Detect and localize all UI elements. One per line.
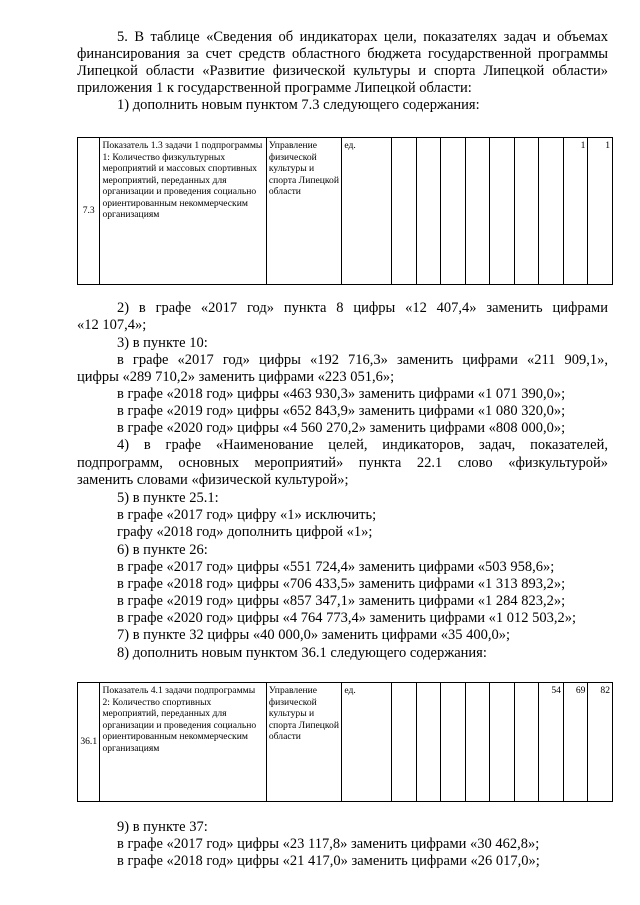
row-number: 7.3 xyxy=(78,138,100,285)
table-row xyxy=(78,683,613,802)
intro-line-4: приложения 1 к государственной программе Липецкой области: xyxy=(77,80,472,96)
row-number: 36.1 xyxy=(78,683,100,802)
value-cell xyxy=(539,138,564,285)
item-3-line-d: в графе «2019 год» цифры «652 843,9» заменить цифрами «1 080 320,0»; xyxy=(117,403,566,419)
item-1: 1) дополнить новым пунктом 7.3 следующего содержания: xyxy=(117,97,480,113)
unit-cell: ед. xyxy=(342,138,392,285)
item-6-line-b: в графе «2018 год» цифры «706 433,5» заменить цифрами «1 313 893,2»; xyxy=(117,576,566,592)
item-6: 6) в пункте 26: xyxy=(117,542,208,558)
value-cell xyxy=(465,683,490,802)
item-4-line-b: подпрограмм, основных мероприятий» пункта 22.1 слово «физкультурой» xyxy=(77,455,608,471)
item-3-line-e: в графе «2020 год» цифры «4 560 270,2» заменить цифрами «808 000,0»; xyxy=(117,420,566,436)
value-cell xyxy=(490,683,515,802)
item-3-line-c: в графе «2018 год» цифры «463 930,3» заменить цифрами «1 071 390,0»; xyxy=(117,386,566,402)
table-row xyxy=(78,138,613,285)
item-9: 9) в пункте 37: xyxy=(117,819,208,835)
intro-line-1: 5. В таблице «Сведения об индикаторах цели, показателях задач и объемах xyxy=(117,29,608,45)
item-5-line-a: в графе «2017 год» цифру «1» исключить; xyxy=(117,507,377,523)
value-cell xyxy=(514,138,539,285)
item-5-line-b: графу «2018 год» дополнить цифрой «1»; xyxy=(117,524,373,540)
item-2-line-1: 2) в графе «2017 год» пункта 8 цифры «12 407,4» заменить цифрами xyxy=(117,300,608,316)
item-9-line-a: в графе «2017 год» цифры «23 117,8» заменить цифрами «30 462,8»; xyxy=(117,836,540,852)
item-3-line-b: цифры «289 710,2» заменить цифрами «223 051,6»; xyxy=(77,369,395,385)
item-5: 5) в пункте 25.1: xyxy=(117,490,219,506)
item-6-line-d: в графе «2020 год» цифры «4 764 773,4» заменить цифрами «1 012 503,2»; xyxy=(117,610,577,626)
item-3: 3) в пункте 10: xyxy=(117,335,208,351)
indicator-name: Показатель 1.3 задачи 1 подпрограммы 1: Количество физкультурных мероприятий и массовых спортивных мероприятий, переданных для организации и проведения социально ориентированным некоммерческим организациям xyxy=(100,138,266,285)
indicator-table-7-3 xyxy=(77,137,613,285)
item-9-line-b: в графе «2018 год» цифры «21 417,0» заменить цифрами «26 017,0»; xyxy=(117,853,540,869)
value-cell xyxy=(465,138,490,285)
item-6-line-c: в графе «2019 год» цифры «857 347,1» заменить цифрами «1 284 823,2»; xyxy=(117,593,566,609)
executor-cell: Управление физической культуры и спорта Липецкой области xyxy=(266,683,342,802)
value-cell: 1 xyxy=(563,138,588,285)
unit-cell: ед. xyxy=(342,683,392,802)
value-cell: 1 xyxy=(588,138,613,285)
value-cell: 54 xyxy=(539,683,564,802)
item-8: 8) дополнить новым пунктом 36.1 следующего содержания: xyxy=(117,645,487,661)
item-6-line-a: в графе «2017 год» цифры «551 724,4» заменить цифрами «503 958,6»; xyxy=(117,559,555,575)
intro-line-2: финансирования за счет средств областного бюджета государственной программы xyxy=(77,46,608,62)
executor-cell: Управление физической культуры и спорта Липецкой области xyxy=(266,138,342,285)
value-cell xyxy=(514,683,539,802)
value-cell: 69 xyxy=(563,683,588,802)
value-cell xyxy=(441,683,466,802)
item-4-line-c: заменить словами «физической культурой»; xyxy=(77,472,349,488)
value-cell xyxy=(490,138,515,285)
value-cell xyxy=(392,683,417,802)
intro-line-3: Липецкой области «Развитие физической культуры и спорта Липецкой области» xyxy=(77,63,608,79)
value-cell: 82 xyxy=(588,683,613,802)
item-7: 7) в пункте 32 цифры «40 000,0» заменить цифрами «35 400,0»; xyxy=(117,627,511,643)
value-cell xyxy=(416,138,441,285)
item-2-line-2: «12 107,4»; xyxy=(77,317,147,333)
indicator-table-36-1 xyxy=(77,682,613,802)
value-cell xyxy=(392,138,417,285)
item-3-line-a: в графе «2017 год» цифры «192 716,3» заменить цифрами «211 909,1», xyxy=(117,352,608,368)
value-cell xyxy=(416,683,441,802)
indicator-name: Показатель 4.1 задачи подпрограммы 2: Количество спортивных мероприятий, переданных для организации и проведения социально ориентированным некоммерческим организациям xyxy=(100,683,266,802)
value-cell xyxy=(441,138,466,285)
item-4-line-a: 4) в графе «Наименование целей, индикаторов, задач, показателей, xyxy=(117,437,608,453)
